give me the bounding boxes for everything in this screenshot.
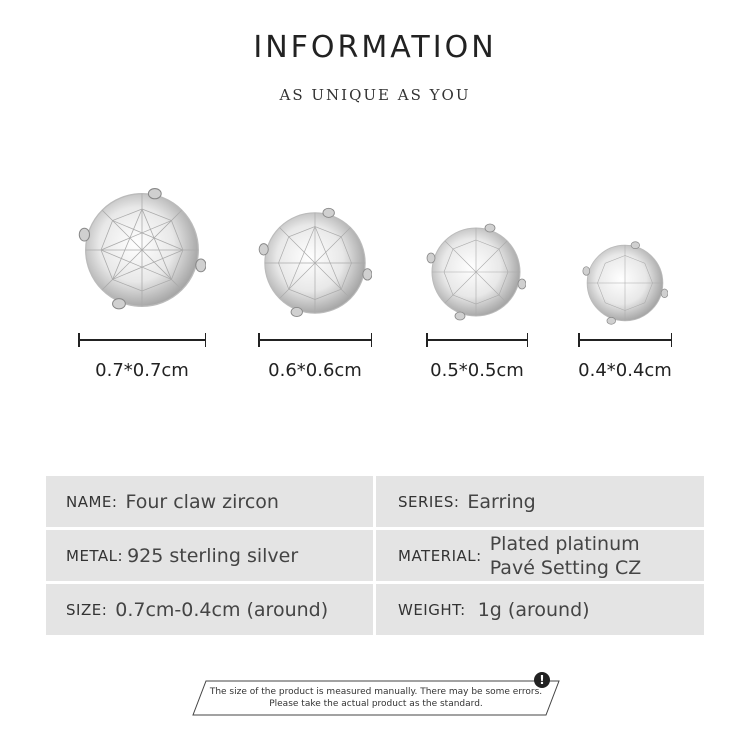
size-label-05: 0.5*0.5cm [430,360,524,381]
size-label-07: 0.7*0.7cm [95,360,189,381]
spec-series [373,476,704,527]
spec-key: WEIGHT: [398,600,466,619]
measure-bar-07 [78,333,206,347]
spec-key: METAL: [66,546,124,565]
spec-value: Earring [467,490,536,513]
spec-value: 925 sterling silver [127,544,299,567]
zircon-stud-icon [78,186,206,314]
zircon-stud-icon [582,240,668,326]
spec-weight [373,584,704,635]
earring-image-05 [426,222,526,322]
spec-value: Four claw zircon [125,490,279,513]
spec-key: NAME: [66,492,118,511]
measure-bar-04 [578,333,672,347]
spec-value-line: Pavé Setting CZ [489,556,642,579]
zircon-stud-icon [258,206,372,320]
notice-line-1: The size of the product is measured manually. There may be some errors. [209,687,543,697]
exclamation-icon: ! [534,672,550,688]
page-title: INFORMATION [253,30,497,65]
measure-bar-05 [426,333,528,347]
size-label-06: 0.6*0.6cm [268,360,362,381]
spec-metal [46,530,373,581]
earring-image-07 [78,186,206,314]
spec-key: MATERIAL: [398,546,482,565]
spec-value: 0.7cm-0.4cm (around) [115,598,329,621]
page-subtitle: AS UNIQUE AS YOU [279,86,471,104]
spec-size [46,584,373,635]
spec-value: 1g (around) [477,598,590,621]
spec-material [373,530,704,581]
spec-row [46,584,704,635]
spec-key: SIZE: [66,600,108,619]
notice-text [192,686,560,710]
measure-bar-06 [258,333,372,347]
spec-value [490,532,642,580]
spec-name [46,476,373,527]
spec-value-line: Plated platinum [489,532,640,555]
spec-row [46,530,704,581]
spec-row [46,476,704,527]
notice-line-2: Please take the actual product as the standard. [269,699,483,709]
earring-image-04 [582,240,668,326]
earring-image-06 [258,206,372,320]
spec-table [46,476,704,638]
spec-key: SERIES: [398,492,460,511]
measurement-notice [192,673,560,716]
zircon-stud-icon [426,222,526,322]
size-label-04: 0.4*0.4cm [578,360,672,381]
